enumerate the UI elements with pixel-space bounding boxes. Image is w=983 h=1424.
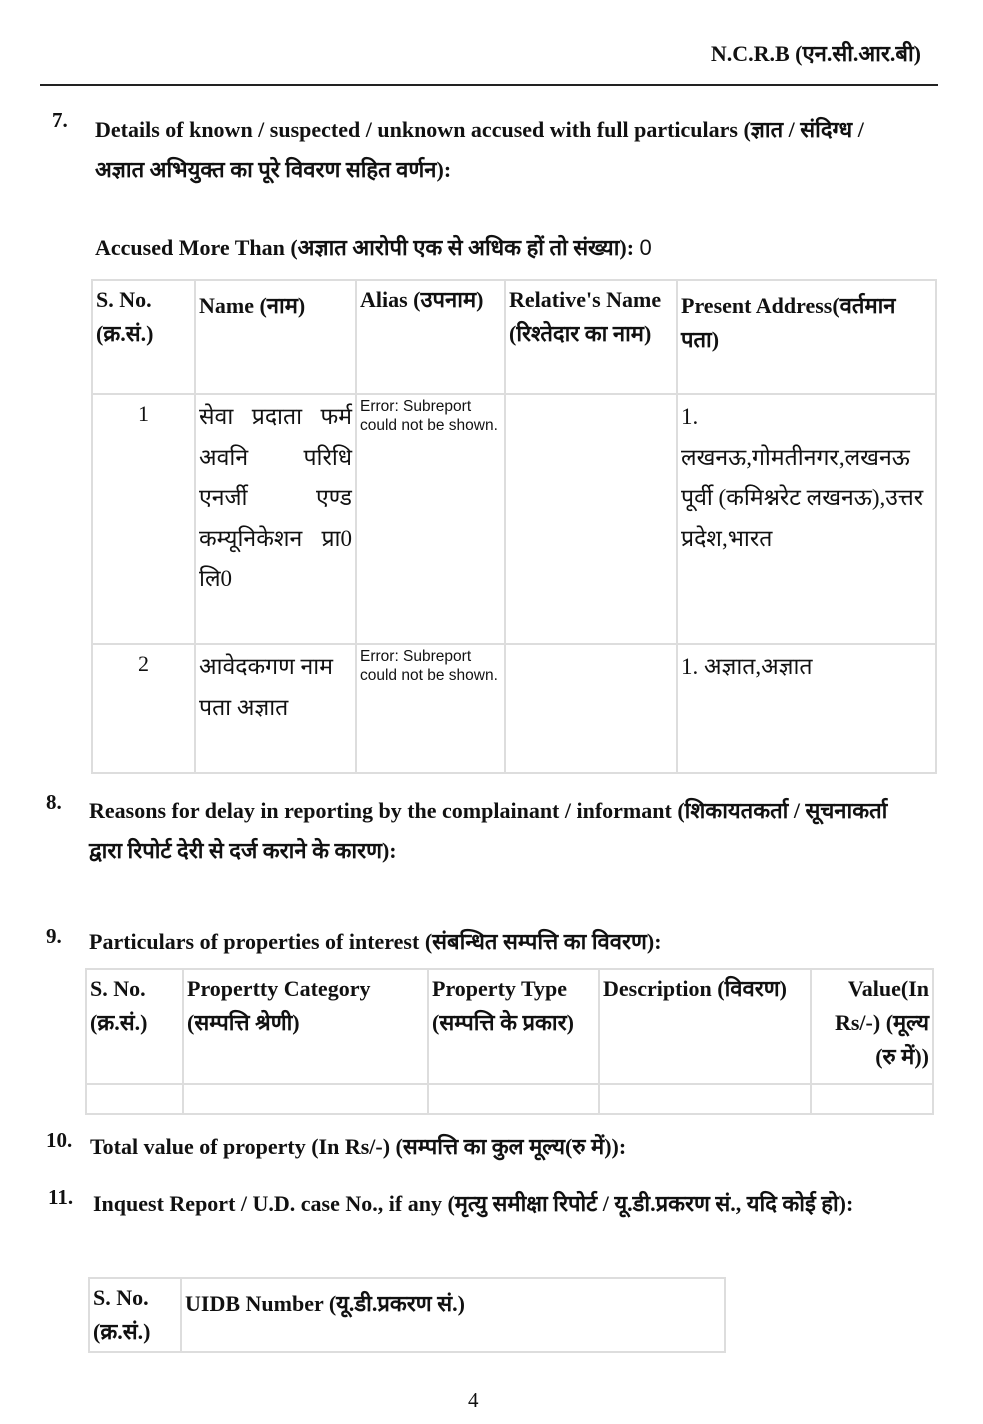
section-10-title: Total value of property (In Rs/-) (सम्पत्ति का कुल मूल्य(रु में)): — [90, 1134, 627, 1159]
cell-alias: Error: Subreport could not be shown. — [356, 644, 505, 773]
ud-case-table — [88, 1277, 726, 1353]
cell-empty — [183, 1084, 428, 1114]
cell-address: 1. अज्ञात,अज्ञात — [677, 644, 936, 773]
cell-empty — [428, 1084, 599, 1114]
section-11-number: 11. — [48, 1185, 74, 1209]
section-7-number: 7. — [52, 108, 68, 132]
col-type: Property Type (सम्पत्ति के प्रकार) — [428, 969, 599, 1084]
section-7-title: Details of known / suspected / unknown accused with full particulars (ज्ञात / संदिग्ध / अज्ञात अभियुक्त का पूरे विवरण सहित वर्णन): — [95, 117, 864, 182]
property-table — [85, 968, 934, 1115]
table-row — [86, 1084, 933, 1114]
cell-name: आवेदकगण नाम पता अज्ञात — [195, 644, 356, 773]
col-value: Value(In Rs/-) (मूल्य (रु में)) — [811, 969, 933, 1084]
col-uidb: UIDB Number (यू.डी.प्रकरण सं.) — [181, 1278, 725, 1352]
cell-empty — [86, 1084, 183, 1114]
col-name: Name (नाम) — [195, 280, 356, 394]
header-org: N.C.R.B (एन.सी.आर.बी) — [710, 41, 921, 66]
col-sno: S. No. (क्र.सं.) — [89, 1278, 181, 1352]
section-8-title: Reasons for delay in reporting by the complainant / informant (शिकायतकर्ता / सूचनाकर्ता द्वारा रिपोर्ट देरी से दर्ज कराने के कारण): — [89, 798, 888, 863]
table-row — [92, 644, 936, 773]
col-description: Description (विवरण) — [599, 969, 811, 1084]
cell-relative — [505, 394, 677, 644]
cell-name: सेवा प्रदाता फर्म अवनि परिधि एनर्जी एण्ड कम्यूनिकेशन प्रा0 लि0 — [195, 394, 356, 644]
col-address: Present Address(वर्तमान पता) — [677, 280, 936, 394]
accused-more-value: 0 — [639, 235, 652, 260]
header-divider — [40, 84, 938, 86]
page-number: 4 — [468, 1388, 479, 1412]
section-10-number: 10. — [46, 1128, 73, 1152]
section-8-number: 8. — [46, 790, 62, 814]
col-relative: Relative's Name (रिश्तेदार का नाम) — [505, 280, 677, 394]
cell-relative — [505, 644, 677, 773]
col-alias: Alias (उपनाम) — [356, 280, 505, 394]
accused-table — [91, 279, 937, 774]
col-category: Propertty Category (सम्पत्ति श्रेणी) — [183, 969, 428, 1084]
cell-sno: 1 — [92, 394, 195, 644]
table-header-row — [86, 969, 933, 1084]
table-header-row — [92, 280, 936, 394]
cell-sno: 2 — [92, 644, 195, 773]
section-9-title: Particulars of properties of interest (संबन्धित सम्पत्ति का विवरण): — [89, 929, 662, 954]
col-sno: S. No. (क्र.सं.) — [92, 280, 195, 394]
cell-empty — [599, 1084, 811, 1114]
section-11-title: Inquest Report / U.D. case No., if any (मृत्यु समीक्षा रिपोर्ट / यू.डी.प्रकरण सं., यदि कोई हो): — [93, 1191, 854, 1216]
cell-empty — [811, 1084, 933, 1114]
col-sno: S. No. (क्र.सं.) — [86, 969, 183, 1084]
cell-address: 1. लखनऊ,गोमतीनगर,लखनऊ पूर्वी (कमिश्नरेट लखनऊ),उत्तर प्रदेश,भारत — [677, 394, 936, 644]
section-9-number: 9. — [46, 924, 62, 948]
cell-alias: Error: Subreport could not be shown. — [356, 394, 505, 644]
accused-more-label: Accused More Than (अज्ञात आरोपी एक से अधिक हों तो संख्या): — [95, 235, 635, 260]
accused-more-than — [95, 228, 652, 268]
table-header-row — [89, 1278, 725, 1352]
table-row — [92, 394, 936, 644]
